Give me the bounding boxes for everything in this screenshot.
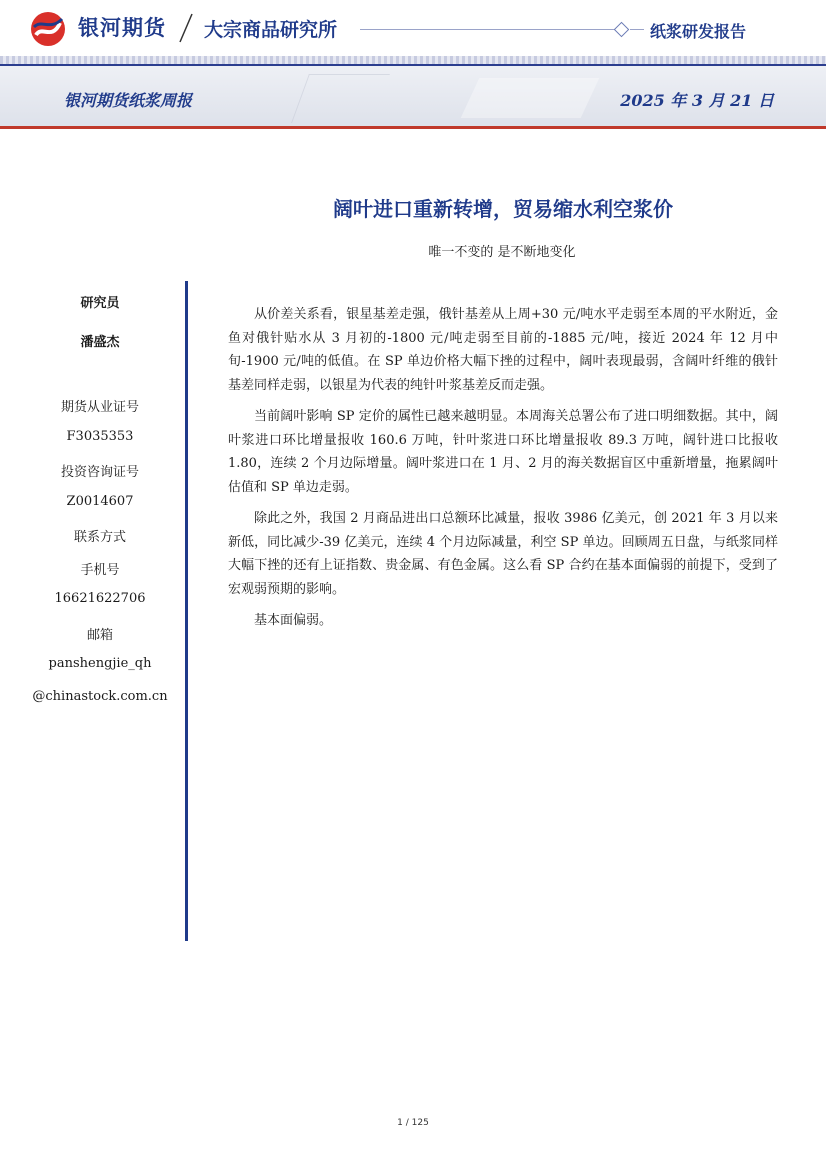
galaxy-logo-icon [30, 11, 66, 47]
phone-number: 16621622706 [54, 591, 146, 606]
header-stripe [0, 56, 826, 64]
email-domain: @chinastock.com.cn [32, 689, 168, 704]
paragraph: 当前阔叶影响 SP 定价的属性已越来越明显。本周海关总署公布了进口明细数据。其中，阔叶浆进口环比增量报收 160.6 万吨，针叶浆进口环比增量报收 89.3 万吨，阔针进口比报收 1.80，连续 2 个月边际增量。阔叶浆进口在 1 月、2 月的海关数据盲区中重新增量，拖累阔叶估值和 SP 单边走弱。 [228, 409, 778, 495]
researcher-name: 潘盛杰 [80, 335, 120, 350]
header-divider [360, 29, 616, 30]
slash-divider-icon [176, 12, 196, 44]
report-body [228, 303, 778, 641]
banner-decoration [461, 78, 600, 118]
contact-label: 联系方式 [73, 530, 126, 545]
banner-decoration [291, 74, 390, 123]
paragraph: 从价差关系看，银星基差走强，俄针基差从上周+30 元/吨水平走弱至本周的平水附近，金鱼对俄针贴水从 3 月初的-1800 元/吨走弱至目前的-1885 元/吨，接近 2024 年 12 月中旬-1900 元/吨的低值。在 SP 单边价格大幅下挫的过程中，阔叶表现最弱，含阔叶纤维的俄针基差同样走弱，以银星为代表的纯针叶浆基差反而走强。 [228, 307, 778, 393]
report-date: 2025 年 3 月 21 日 [620, 91, 774, 110]
consult-license-label: 投资咨询证号 [60, 465, 139, 480]
header-divider-short [630, 29, 644, 30]
diamond-icon [614, 22, 630, 38]
brand-name: 银河期货 [78, 16, 166, 40]
report-banner [0, 64, 826, 128]
paragraph: 除此之外，我国 2 月商品进出口总额环比减量，报收 3986 亿美元，创 2021 年 3 月以来新低，同比减少-39 亿美元，连续 4 个月边际减量，利空 SP 单边。回顾周五日盘，与纸浆同样大幅下挫的还有上证指数、贵金属、有色金属。这么看 SP 合约在基本面偏弱的前提下，受到了宏观弱预期的影响。 [228, 511, 778, 597]
banner-title: 银河期货纸浆周报 [64, 91, 193, 110]
researcher-label: 研究员 [80, 296, 120, 311]
email-user: panshengjie_qh [48, 656, 152, 671]
license-label: 期货从业证号 [60, 400, 139, 415]
license-number: F3035353 [66, 429, 134, 444]
page-number: 1 / 125 [397, 1118, 429, 1128]
report-title: 阔叶进口重新转增，贸易缩水利空浆价 [333, 197, 673, 221]
banner-underline [0, 126, 826, 129]
institute-name: 大宗商品研究所 [204, 19, 338, 41]
top-header [0, 0, 826, 56]
report-type: 纸浆研发报告 [650, 22, 747, 41]
email-label: 邮箱 [86, 628, 113, 643]
sidebar-divider [185, 281, 188, 941]
report-subtitle: 唯一不变的 是不断地变化 [428, 245, 576, 260]
paragraph: 基本面偏弱。 [254, 613, 333, 628]
consult-license-number: Z0014607 [66, 494, 134, 509]
phone-label: 手机号 [80, 563, 120, 578]
